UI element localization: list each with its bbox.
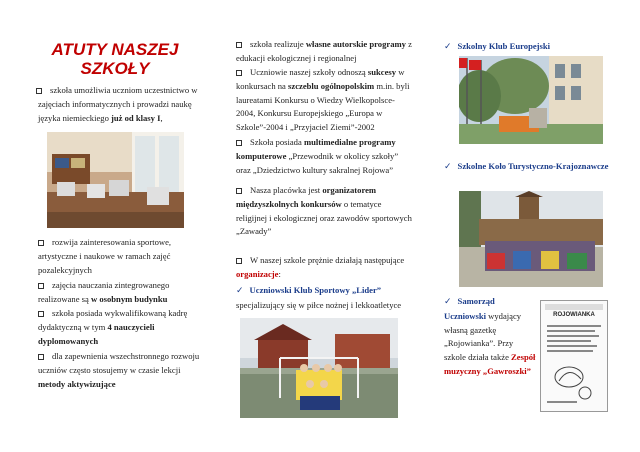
castle-group-photo	[459, 191, 603, 287]
paragraph-organizations: W naszej szkole prężnie działają następujące organizacje:	[236, 255, 405, 279]
rojowianka-newspaper-image	[540, 300, 608, 412]
paragraph-programs: szkoła realizuje własne autorskie programy z edukacji ekologicznej i regionalnej	[236, 39, 412, 63]
paragraph-successes: Uczniowie naszej szkoły odnoszą sukcesy w konkursach na szczeblu ogólnopolskim m.in. byli laureatami Konkursu o Wiedzy Wielkopolsce- 2004, Konkursu Europejskiego „Europa w Szkole”-2004 i „Przyjaciel Ziemi”-2002	[236, 67, 410, 133]
paragraph-contests: Nasza placówka jest organizatorem międzyszkolnych konkursów o tematyce religijnej i ekologicznej oraz zawodów sportowych „Zawady”	[236, 185, 412, 237]
checkmark-icon: ✓	[236, 286, 244, 296]
paragraph-methods: dla zapewnienia wszechstronnego rozwoju uczniów często stosujemy w czasie lekcji metody aktywizujące	[38, 351, 200, 389]
heading-european-club: ✓ Szkolny Klub Europejski	[444, 41, 551, 52]
paragraph-multimedia: Szkoła posiada multimedialne programy komputerowe „Przewodnik w okolicy szkoły” oraz „Dziedzictwo kultury sakralnej Rojowa”	[236, 137, 399, 175]
square-bullet-icon	[38, 311, 44, 317]
checkmark-icon: ✓	[444, 42, 452, 52]
square-bullet-icon	[38, 283, 44, 289]
checkmark-icon: ✓	[444, 162, 452, 172]
paragraph-integrated: zajęcia nauczania zintegrowanego realizowane są w osobnym budynku	[38, 280, 170, 304]
heading-tourist-club: ✓ Szkolne Koło Turystyczno-Krajoznawcze	[444, 161, 609, 172]
page-title: ATUTY NASZEJ SZKOŁY	[51, 40, 179, 78]
newspaper-title: ROJOWIANKA	[553, 312, 595, 318]
square-bullet-icon	[236, 140, 242, 146]
square-bullet-icon	[38, 354, 44, 360]
paragraph-interests: rozwija zainteresowania sportowe, artystyczne i naukowe w ramach zajęć pozalekcyjnych	[38, 237, 172, 275]
paragraph-staff: szkoła posiada wykwalifikowaną kadrę dydaktyczną w tym 4 nauczycieli dyplomowanych	[38, 308, 188, 346]
paragraph-sports-club: ✓ Uczniowski Klub Sportowy „Lider” specjalizujący się w piłce nożnej i lekkoatletyce	[236, 285, 402, 310]
paragraph-student-council: ✓ Samorząd Uczniowski wydający własną gazetkę „Rojowianka”. Przy szkole działa także Zespół muzyczny „Gawroszki”	[444, 296, 536, 376]
paragraph-it-german: szkoła umożliwia uczniom uczestnictwo w zajęciach informatycznych i prowadzi naukę języka niemieckiego już od klasy I,	[38, 85, 198, 123]
square-bullet-icon	[236, 42, 242, 48]
computer-lab-photo	[47, 132, 184, 228]
square-bullet-icon	[36, 88, 42, 94]
square-bullet-icon	[38, 240, 44, 246]
square-bullet-icon	[236, 70, 242, 76]
square-bullet-icon	[236, 188, 242, 194]
square-bullet-icon	[236, 258, 242, 264]
flags-monument-photo	[459, 56, 603, 144]
checkmark-icon: ✓	[444, 297, 452, 307]
football-team-photo	[240, 318, 398, 418]
